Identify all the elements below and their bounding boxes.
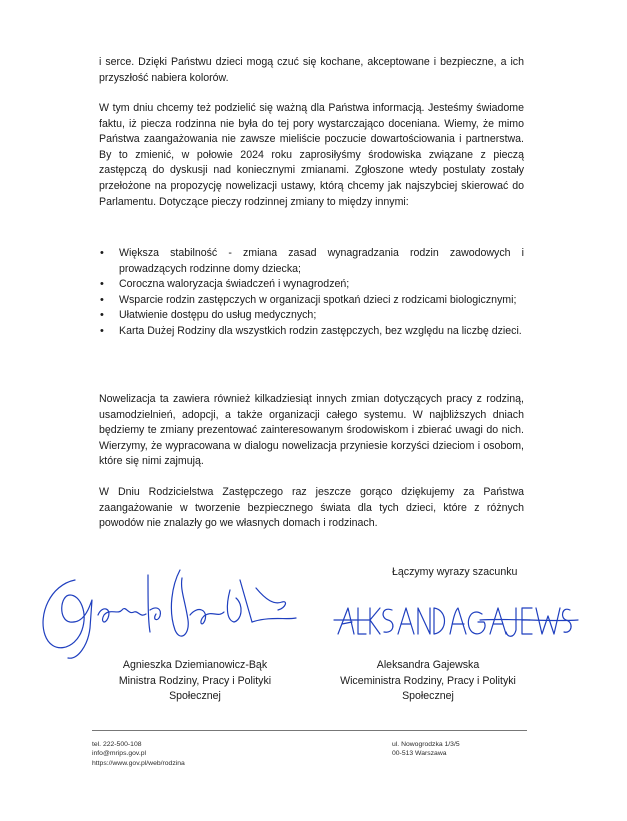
paragraph-thanks: W Dniu Rodzicielstwa Zastępczego raz jeszcze gorąco dziękujemy za Państwa zaangażowanie w tworzenie bezpiecznego świata dla tych dzieci, które z różnych powodów nie znalazły go we własnych domach i rodzinach. (99, 486, 524, 530)
footer-phone: tel. 222-500-108 (92, 741, 142, 748)
list-item: • Karta Dużej Rodziny dla wszystkich rodzin zastępczych, bez względu na liczbę dzieci. (99, 324, 524, 340)
signatory-left (95, 658, 295, 705)
paragraph-intro: i serce. Dzięki Państwu dzieci mogą czuć się kochane, akceptowane i bezpieczne, a ich przyszłość nabiera kolorów. (99, 56, 524, 84)
signature-right (330, 590, 580, 650)
footer-city: 00-513 Warszawa (392, 750, 447, 758)
list-item: • Ułatwienie dostępu do usług medycznych; (99, 308, 524, 324)
footer-divider (92, 730, 527, 731)
footer-street: ul. Nowogrodzka 1/3/5 (392, 741, 460, 748)
list-item: • Wsparcie rodzin zastępczych w organizacji spotkań dzieci z rodzicami biologicznymi; (99, 293, 524, 309)
footer-contact (92, 740, 185, 768)
list-item: • Coroczna waloryzacja świadczeń i wynagrodzeń; (99, 277, 524, 293)
signature-left (30, 560, 300, 665)
footer-email[interactable]: info@mrips.gov.pl (92, 750, 146, 758)
signatory-name: Aleksandra Gajewska (376, 659, 480, 671)
signatory-name: Agnieszka Dziemianowicz-Bąk (122, 659, 268, 671)
signatory-right (318, 658, 538, 705)
paragraph-amendment: Nowelizacja ta zawiera również kilkadziesiąt innych zmian dotyczących pracy z rodziną, usamodzielnień, adopcji, a także organizacji całego systemu. W najbliższych dniach będziemy te zmiany prezentować zainteresowanym środowiskom i zbierać uwagi do nich. Wierzymy, że wypracowana w dialogu nowelizacja przyniesie korzyści dzieciom i osobom, które się nimi zajmują. (99, 393, 524, 468)
signatory-title: Społecznej (402, 690, 454, 703)
list-item: • Większa stabilność - zmiana zasad wynagradzania rodzin zawodowych i prowadzących rodzinne domy dziecka; (99, 246, 524, 277)
paragraph-information: W tym dniu chcemy też podzielić się ważną dla Państwa informacją. Jesteśmy świadome faktu, iż piecza rodzinna nie była do tej pory wystarczająco doceniana. Wiemy, że mimo Państwa zaangażowania nie zawsze mieliście poczucie dowartościowania i partnerstwa. By to zmienić, w połowie 2024 roku zaprosiłyśmy środowiska związane z pieczą zastępczą do dyskusji nad koniecznymi zmianami. Zgłoszone wtedy postulaty zostały przełożone na propozycję nowelizacji ustawy, którą chcemy jak najszybciej skierować do Parlamentu. Dotyczące pieczy rodzinnej zmiany to między innymi: (99, 102, 524, 208)
signatory-title: Wiceministra Rodziny, Pracy i Polityki (340, 674, 516, 687)
signatory-title: Ministra Rodziny, Pracy i Polityki (118, 674, 272, 687)
footer-website[interactable]: https://www.gov.pl/web/rodzina (92, 759, 185, 767)
closing-phrase: Łączymy wyrazy szacunku (392, 566, 518, 578)
signatory-title: Społecznej (169, 690, 221, 703)
changes-list (99, 246, 524, 340)
footer-address (392, 740, 460, 759)
